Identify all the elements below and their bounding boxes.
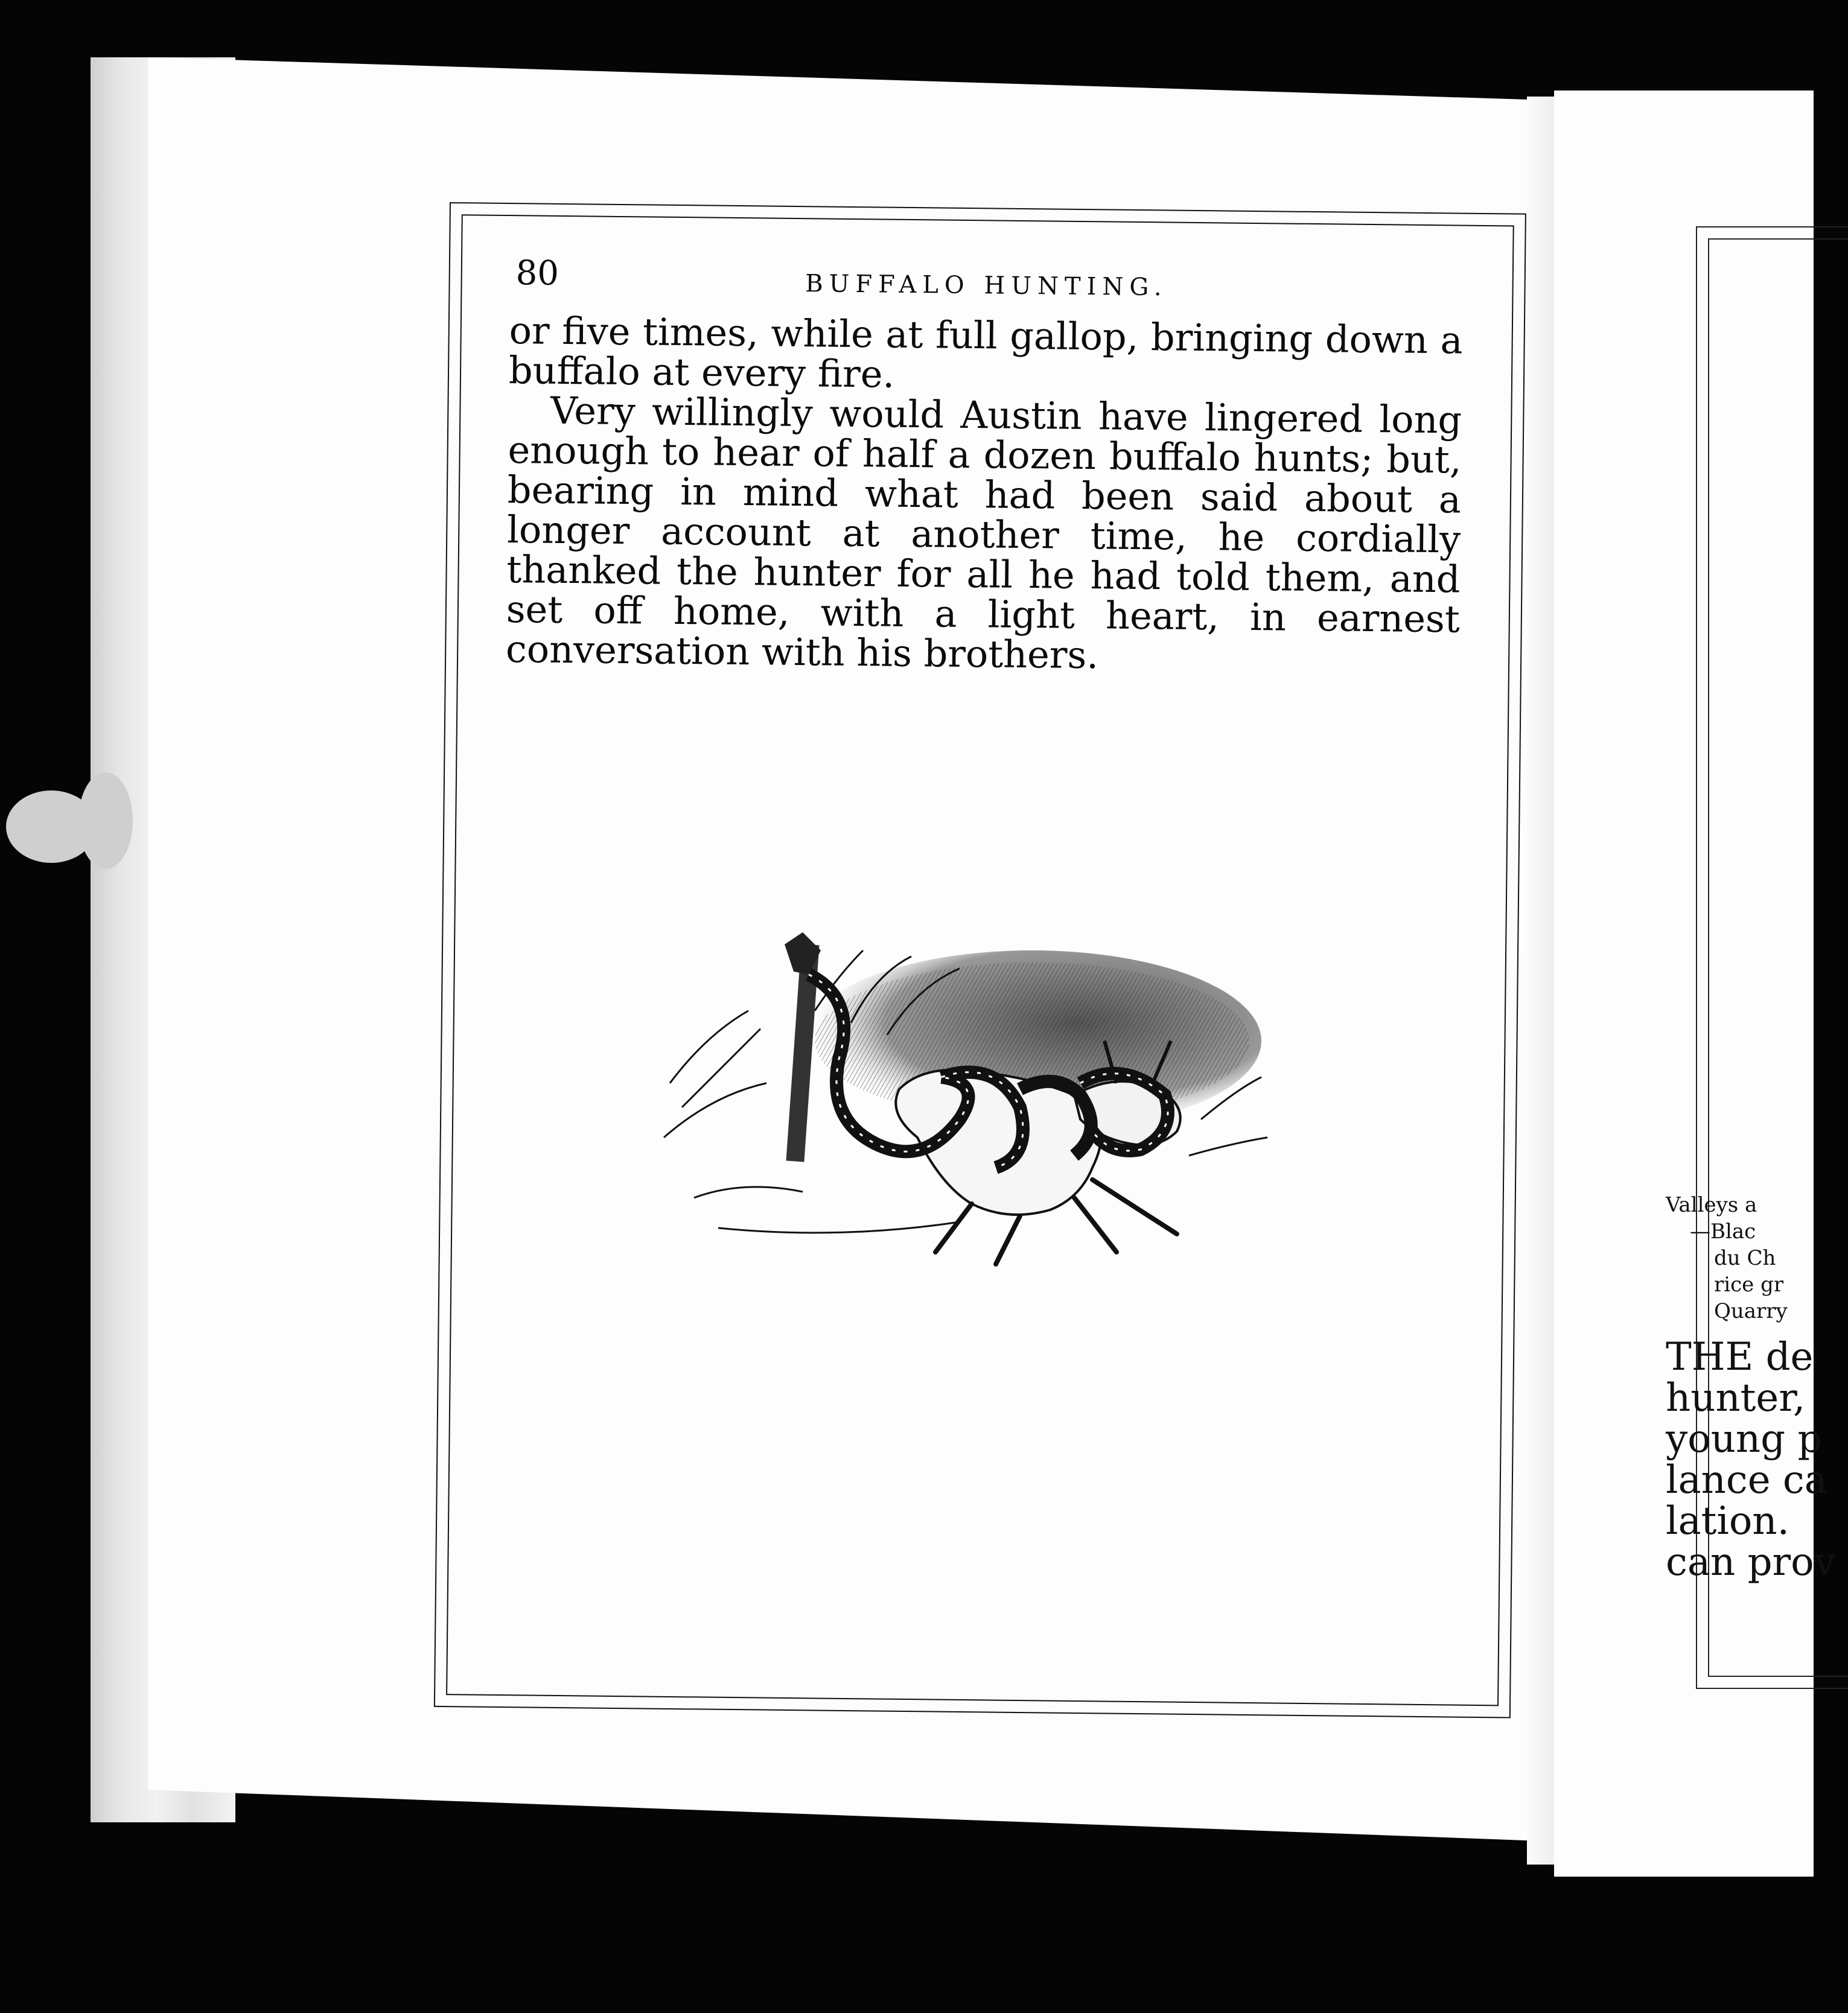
paragraph: or five times, while at full gallop, bringing down a buffalo at every fire. [508,308,1463,396]
page-header [509,253,1464,321]
body-text [505,308,1463,679]
paragraph: Very willingly would Austin have lingered long enough to hear of half a dozen buffalo hunts; but, bearing in mind what had been said about a longer account at another time, he cordially thanked the hunter for all he had told them, and set off home, with a light heart, in earnest conversation with his brothers. [505,388,1462,678]
summary-line: du Ch [1714,1246,1776,1270]
body-line: THE de [1666,1335,1814,1379]
chapter-summary [1666,1192,1811,1325]
body-line: lation. [1666,1499,1789,1544]
running-title: BUFFALO HUNTING. [805,270,1168,302]
page-content [506,253,1464,679]
body-line: young p [1666,1417,1823,1461]
engraving-snake-and-deer [658,938,1279,1276]
right-page-content [1666,1192,1836,1585]
summary-line: rice gr [1714,1273,1784,1297]
body-line: can prov [1666,1540,1836,1585]
paper-damage-spot [78,772,133,869]
summary-line: —Blac [1690,1220,1756,1244]
body-line: lance ca [1666,1458,1827,1503]
right-page-body [1666,1335,1836,1585]
page-number: 80 [515,253,559,293]
summary-line: Valleys a [1666,1193,1757,1217]
body-line: hunter, [1666,1376,1806,1420]
summary-line: Quarry [1714,1299,1788,1323]
